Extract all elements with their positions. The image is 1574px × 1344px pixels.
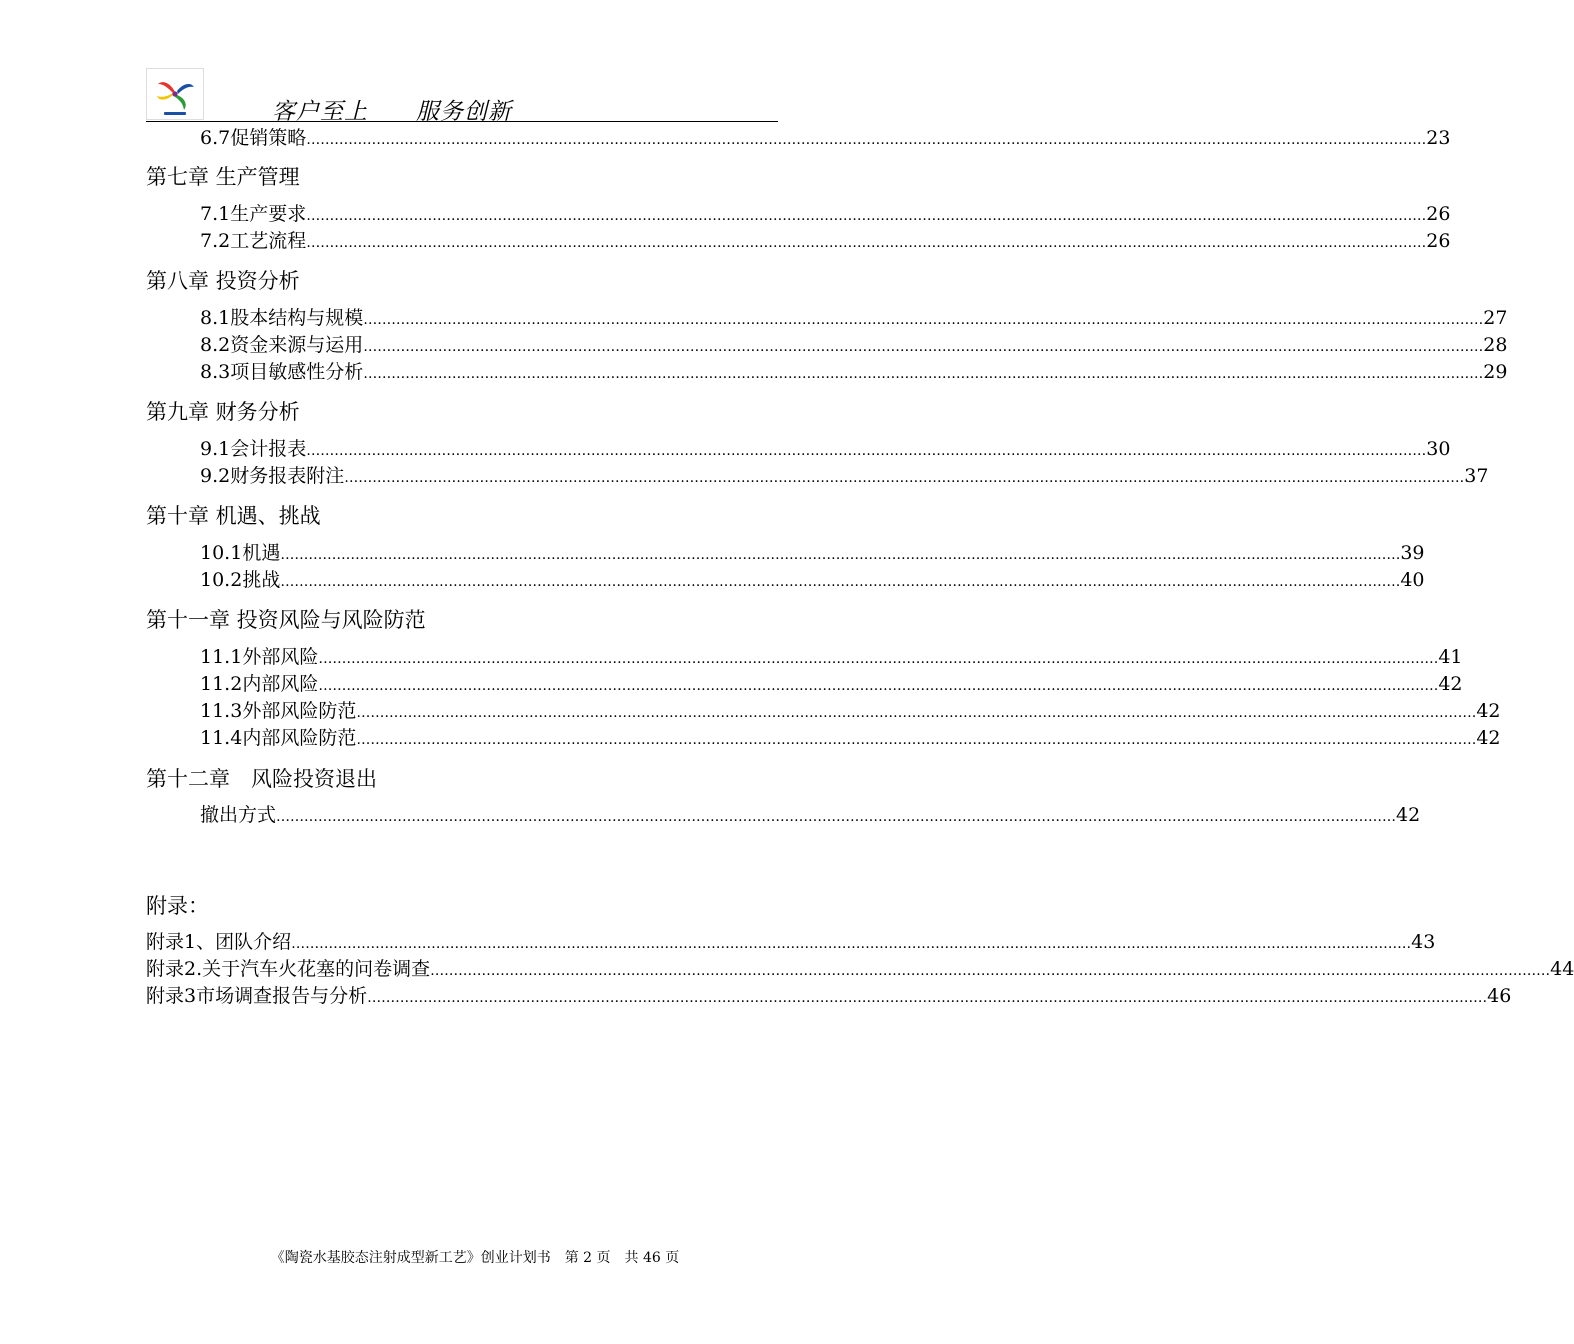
toc-entry-title: 撤出方式: [200, 804, 277, 826]
toc-entry-number: 8.2: [200, 334, 231, 356]
toc-leader: ……………………………………………………………………………………………………………………………………………………………………………………………………………………: [363, 312, 1484, 328]
toc-leader: ……………………………………………………………………………………………………………………………………………………………………………………………………………………: [306, 235, 1427, 251]
toc-entry-number: 10.1: [200, 542, 243, 564]
toc-entry[interactable]: [200, 229, 1451, 255]
appendix-entry-title: 团队介绍: [215, 931, 292, 953]
toc-entry-number: 6.7: [200, 127, 231, 149]
header-slogan: 客户至上 服务创新: [272, 99, 512, 125]
toc-leader: ……………………………………………………………………………………………………………………………………………………………………………………………………………………: [306, 208, 1427, 224]
toc-entry-page: 42: [1396, 804, 1421, 826]
appendix-entry[interactable]: [146, 984, 1512, 1010]
toc-entry-page: 30: [1426, 438, 1451, 460]
toc-entry-page: 42: [1476, 727, 1501, 749]
toc-entry-page: 26: [1426, 203, 1451, 225]
toc-entry-title: 内部风险防范: [242, 727, 357, 749]
appendix-entry-number: 附录1、: [146, 931, 216, 953]
toc-entry-title: 财务报表附注: [230, 465, 345, 487]
toc-entry-number: 7.1: [200, 203, 231, 225]
toc-leader: ……………………………………………………………………………………………………………………………………………………………………………………………………………………: [306, 443, 1427, 459]
toc-entry-title: 外部风险: [242, 646, 319, 668]
toc-leader: ……………………………………………………………………………………………………………………………………………………………………………………………………………………: [363, 339, 1484, 355]
toc-entry[interactable]: [200, 699, 1501, 725]
toc-entry-page: 26: [1426, 230, 1451, 252]
appendix-heading: 附录：: [146, 894, 209, 918]
toc-entry-title: 资金来源与运用: [230, 334, 364, 356]
toc-entry-title: 机遇: [242, 542, 281, 564]
toc-leader: ……………………………………………………………………………………………………………………………………………………………………………………………………………………: [306, 132, 1427, 148]
toc-leader: ……………………………………………………………………………………………………………………………………………………………………………………………………………………: [318, 651, 1439, 667]
toc-entry-page: 42: [1438, 673, 1463, 695]
toc-entry-page: 29: [1483, 361, 1508, 383]
toc-entry-title: 促销策略: [230, 127, 307, 149]
toc-entry[interactable]: [200, 541, 1425, 567]
toc-entry-number: 7.2: [200, 230, 231, 252]
toc-leader: ……………………………………………………………………………………………………………………………………………………………………………………………………………………: [430, 963, 1551, 979]
toc-entry-title: 外部风险防范: [242, 700, 357, 722]
toc-entry-title: 工艺流程: [230, 230, 307, 252]
toc-entry-number: 11.3: [200, 700, 243, 722]
toc-leader: ……………………………………………………………………………………………………………………………………………………………………………………………………………………: [291, 936, 1412, 952]
toc-entry-page: 41: [1438, 646, 1463, 668]
toc-chapter-heading[interactable]: 第九章 财务分析: [146, 400, 300, 424]
toc-chapter-heading[interactable]: 第十一章 投资风险与风险防范: [146, 608, 426, 632]
appendix-entry-page: 44: [1550, 958, 1574, 980]
toc-leader: ……………………………………………………………………………………………………………………………………………………………………………………………………………………: [344, 470, 1465, 486]
toc-entry[interactable]: [200, 645, 1463, 671]
toc-chapter-heading[interactable]: 第十章 机遇、挑战: [146, 504, 321, 528]
toc-leader: ……………………………………………………………………………………………………………………………………………………………………………………………………………………: [280, 574, 1401, 590]
toc-entry[interactable]: [200, 202, 1451, 228]
toc-entry-number: 9.2: [200, 465, 231, 487]
toc-entry-page: 37: [1464, 465, 1489, 487]
toc-entry[interactable]: [200, 333, 1508, 359]
appendix-entry[interactable]: [146, 957, 1574, 983]
toc-entry-page: 27: [1483, 307, 1508, 329]
appendix-entry[interactable]: [146, 930, 1436, 956]
toc-entry-page: 28: [1483, 334, 1508, 356]
toc-entry-number: 11.2: [200, 673, 243, 695]
toc-entry-number: 11.1: [200, 646, 243, 668]
toc-entry-number: 8.1: [200, 307, 231, 329]
toc-entry-title: 股本结构与规模: [230, 307, 364, 329]
toc-entry[interactable]: [200, 360, 1508, 386]
toc-leader: ……………………………………………………………………………………………………………………………………………………………………………………………………………………: [356, 732, 1477, 748]
toc-entry[interactable]: [200, 568, 1425, 594]
toc-entry[interactable]: [200, 464, 1489, 490]
toc-entry-number: 11.4: [200, 727, 243, 749]
toc-entry-number: 9.1: [200, 438, 231, 460]
toc-entry-number: 8.3: [200, 361, 231, 383]
toc-entry-title: 生产要求: [230, 203, 307, 225]
toc-chapter-heading[interactable]: 第十二章 风险投资退出: [146, 767, 377, 791]
toc-chapter-heading[interactable]: 第八章 投资分析: [146, 269, 300, 293]
toc-entry-title: 项目敏感性分析: [230, 361, 364, 383]
toc-entry[interactable]: [200, 306, 1508, 332]
toc-entry-page: 23: [1426, 127, 1451, 149]
toc-entry-number: 10.2: [200, 569, 243, 591]
appendix-entry-title: 关于汽车火花塞的问卷调查: [202, 958, 431, 980]
page-footer: 《陶瓷水基胶态注射成型新工艺》创业计划书 第 2 页 共 46 页: [270, 1250, 680, 1266]
toc-entry-page: 40: [1400, 569, 1425, 591]
appendix-entry-number: 附录3: [146, 985, 197, 1007]
toc-entry-title: 内部风险: [242, 673, 319, 695]
toc-leader: ……………………………………………………………………………………………………………………………………………………………………………………………………………………: [318, 678, 1439, 694]
toc-leader: ……………………………………………………………………………………………………………………………………………………………………………………………………………………: [363, 366, 1484, 382]
toc-entry[interactable]: [200, 126, 1451, 152]
toc-entry[interactable]: [200, 726, 1501, 752]
appendix-entry-page: 46: [1487, 985, 1512, 1007]
toc-entry[interactable]: [200, 803, 1421, 829]
toc-leader: ……………………………………………………………………………………………………………………………………………………………………………………………………………………: [276, 809, 1397, 825]
appendix-entry-number: 附录2.: [146, 958, 203, 980]
toc-leader: ……………………………………………………………………………………………………………………………………………………………………………………………………………………: [356, 705, 1477, 721]
toc-entry-page: 42: [1476, 700, 1501, 722]
toc-entry-title: 会计报表: [230, 438, 307, 460]
toc-entry[interactable]: [200, 437, 1451, 463]
appendix-entry-title: 市场调查报告与分析: [196, 985, 368, 1007]
appendix-entry-page: 43: [1411, 931, 1436, 953]
toc-chapter-heading[interactable]: 第七章 生产管理: [146, 165, 300, 189]
toc-entry[interactable]: [200, 672, 1463, 698]
toc-entry-page: 39: [1400, 542, 1425, 564]
toc-leader: ……………………………………………………………………………………………………………………………………………………………………………………………………………………: [280, 547, 1401, 563]
toc-entry-title: 挑战: [242, 569, 281, 591]
toc-leader: ……………………………………………………………………………………………………………………………………………………………………………………………………………………: [367, 990, 1488, 1006]
